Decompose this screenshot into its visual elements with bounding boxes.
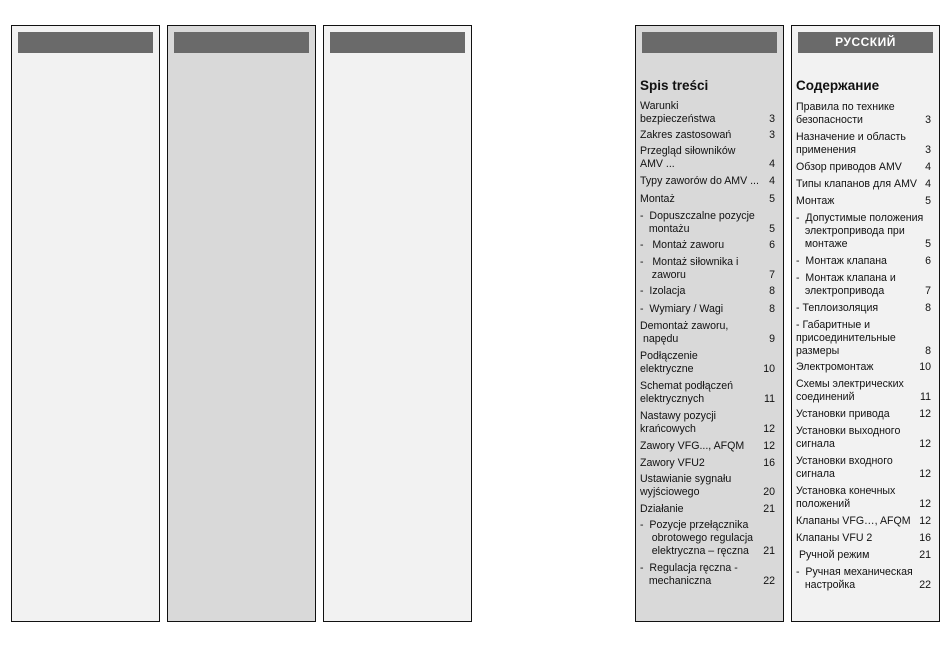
toc-entry-text: Клапаны VFU 2 [796, 532, 873, 544]
toc-entry [640, 457, 775, 470]
toc-page-number: 21 [763, 545, 775, 557]
toc-page-number: 7 [925, 285, 931, 297]
toc-entry-text: Demontaż zaworu, [640, 320, 729, 332]
toc-page-number: 11 [920, 391, 931, 403]
toc-entry [640, 100, 775, 126]
toc-entry-text: - Габаритные и [796, 319, 871, 331]
toc-page-number: 12 [763, 440, 775, 452]
toc-page-number: 12 [919, 438, 931, 450]
toc-entry-text: сигнала [796, 438, 835, 450]
toc-entry-text: Warunki [640, 100, 679, 112]
toc-entry-text: - Допустимые положения [796, 212, 924, 224]
toc-entry-text: bezpieczeństwa [640, 113, 716, 125]
toc-entry-text: применения [796, 144, 856, 156]
toc-entry [640, 410, 775, 436]
toc-page-number: 8 [769, 303, 775, 315]
toc-entry [640, 380, 775, 406]
toc-entry-text: Montaż [640, 193, 675, 205]
toc-entry [796, 302, 931, 315]
toc-entry-text: wyjściowego [640, 486, 700, 498]
toc-title: Spis treści [640, 78, 709, 93]
toc-entry [640, 562, 775, 588]
toc-entry-text: Zakres zastosowań [640, 129, 732, 141]
toc-entry [640, 473, 775, 499]
toc-page-number: 4 [925, 178, 931, 190]
toc-entry [640, 193, 775, 206]
toc-entry [796, 161, 931, 174]
toc-entry [796, 178, 931, 191]
toc-entry-text: положений [796, 498, 851, 510]
toc-entry-text: - Ручная механическая [796, 566, 913, 578]
toc-entry-text: настройка [796, 579, 856, 591]
toc-entry-text: - Теплоизоляция [796, 302, 879, 314]
toc-page-number: 21 [919, 549, 931, 561]
toc-entry-text: Установки привода [796, 408, 890, 420]
toc-title: Содержание [796, 78, 880, 93]
toc-entry [640, 256, 775, 282]
toc-entry [796, 361, 931, 374]
toc-entry-text: - Regulacja ręczna - [640, 562, 738, 574]
toc-page-number: 21 [763, 503, 775, 515]
toc-entry-text: сигнала [796, 468, 835, 480]
toc-entry [796, 485, 931, 511]
toc-entry [640, 503, 775, 516]
toc-page-number: 8 [925, 345, 931, 357]
toc-entry [796, 195, 931, 208]
toc-entry [796, 425, 931, 451]
toc-entry [796, 549, 931, 562]
panel-header-bar [18, 32, 153, 53]
toc-page-number: 12 [919, 498, 931, 510]
toc-entry [796, 131, 931, 157]
toc-entry [796, 255, 931, 268]
toc-entry-text: Zawory VFG..., AFQM [640, 440, 745, 452]
toc-entry-text: napędu [640, 333, 679, 345]
toc-entry-text: Типы клапанов для AMV [796, 178, 917, 190]
toc-entry-text: Назначение и область [796, 131, 906, 143]
toc-entry-text: mechaniczna [640, 575, 712, 587]
toc-entry-text: - Монтаж клапана [796, 255, 887, 267]
toc-entry-text: zaworu [640, 269, 686, 281]
toc-entry-text: соединений [796, 391, 855, 403]
toc-entry [796, 532, 931, 545]
toc-page-number: 8 [769, 285, 775, 297]
toc-entry [796, 212, 931, 251]
toc-entry [640, 175, 775, 188]
toc-entry-text: электропривода при [796, 225, 905, 237]
toc-page-number: 22 [763, 575, 775, 587]
toc-page-number: 4 [769, 175, 775, 187]
toc-entry-text: - Montaż siłownika i [640, 256, 739, 268]
toc-entry-text: krańcowych [640, 423, 696, 435]
toc-entry [640, 285, 775, 298]
panel-header-bar [642, 32, 777, 53]
toc-entry-text: безопасности [796, 114, 863, 126]
toc-page-number: 5 [925, 195, 931, 207]
toc-entry-text: Zawory VFU2 [640, 457, 705, 469]
toc-page-number: 20 [763, 486, 775, 498]
toc-entry-text: монтаже [796, 238, 848, 250]
toc-page-number: 9 [769, 333, 775, 345]
toc-entry-text: Электромонтаж [796, 361, 874, 373]
toc-entry [796, 455, 931, 481]
toc-entry-text: - Montaż zaworu [640, 239, 725, 251]
toc-entry [640, 239, 775, 252]
toc-page-number: 3 [925, 114, 931, 126]
toc-page-number: 11 [764, 393, 775, 405]
toc-page-number: 5 [769, 223, 775, 235]
toc-entry-text: obrotowego regulacja [640, 532, 754, 544]
toc-entry-text: AMV ... [640, 158, 675, 170]
toc-entry-text: Обзор приводов AMV [796, 161, 902, 173]
toc-entry-text: Nastawy pozycji [640, 410, 716, 422]
toc-page-number: 12 [919, 515, 931, 527]
toc-entry-text: - Монтаж клапана и [796, 272, 896, 284]
toc-entry [796, 272, 931, 298]
toc-entry-text: Установки входного [796, 455, 893, 467]
toc-entry [640, 145, 775, 171]
toc-page-number: 6 [769, 239, 775, 251]
toc-page-number: 6 [925, 255, 931, 267]
toc-entry [640, 519, 775, 558]
toc-page-number: 12 [919, 468, 931, 480]
toc-entry-text: elektrycznych [640, 393, 705, 405]
blank-panel-2 [167, 25, 316, 622]
polish-toc-panel [635, 25, 784, 622]
toc-page-number: 12 [763, 423, 775, 435]
toc-entry-text: Podłączenie [640, 350, 698, 362]
toc-entry-text: Клапаны VFG…, AFQM [796, 515, 911, 527]
toc-entry [640, 303, 775, 316]
toc-page-number: 3 [769, 129, 775, 141]
toc-entry [796, 566, 931, 592]
toc-entry-text: присоединительные [796, 332, 896, 344]
toc-entry-text: - Wymiary / Wagi [640, 303, 724, 315]
toc-entry [640, 210, 775, 236]
toc-entry [640, 440, 775, 453]
toc-entry [796, 515, 931, 528]
toc-page-number: 8 [925, 302, 931, 314]
language-header: РУССКИЙ [798, 32, 933, 53]
toc-entry-text: Установки выходного [796, 425, 901, 437]
toc-page-number: 16 [919, 532, 931, 544]
toc-entry [796, 319, 931, 358]
toc-entry-text: размеры [796, 345, 840, 357]
toc-entry-text: Схемы электрических [796, 378, 904, 390]
toc-entry-text: - Pozycje przełącznika [640, 519, 749, 531]
toc-entry-text: Ручной режим [796, 549, 870, 561]
toc-page-number: 7 [769, 269, 775, 281]
toc-entry-text: электропривода [796, 285, 885, 297]
toc-entry [640, 350, 775, 376]
toc-entry-text: montażu [640, 223, 690, 235]
toc-entry-text: Установка конечных [796, 485, 896, 497]
toc-page-number: 12 [919, 408, 931, 420]
panel-header-bar [330, 32, 465, 53]
toc-entry-text: Typy zaworów do AMV ... [640, 175, 759, 187]
toc-entry [640, 320, 775, 346]
toc-page-number: 4 [925, 161, 931, 173]
blank-panel-3 [323, 25, 472, 622]
toc-entry [796, 408, 931, 421]
toc-entry-text: - Dopuszczalne pozycje [640, 210, 755, 222]
toc-page-number: 4 [769, 158, 775, 170]
toc-page-number: 3 [925, 144, 931, 156]
toc-entry-text: elektryczne [640, 363, 694, 375]
toc-entry [796, 378, 931, 404]
toc-entry [640, 129, 775, 142]
toc-page-number: 5 [769, 193, 775, 205]
toc-page-number: 10 [919, 361, 931, 373]
blank-panel-1 [11, 25, 160, 622]
toc-page-number: 5 [925, 238, 931, 250]
panel-header-bar [174, 32, 309, 53]
toc-entry-text: Schemat podłączeń [640, 380, 734, 392]
toc-entry [796, 101, 931, 127]
toc-page-number: 10 [763, 363, 775, 375]
toc-entry-text: elektryczna – ręczna [640, 545, 749, 557]
toc-page-number: 22 [919, 579, 931, 591]
toc-entry-text: Правила по технике [796, 101, 895, 113]
russian-toc-panel [791, 25, 940, 622]
toc-page-number: 3 [769, 113, 775, 125]
toc-entry-text: - Izolacja [640, 285, 686, 297]
toc-entry-text: Przegląd siłowników [640, 145, 736, 157]
toc-page-number: 16 [763, 457, 775, 469]
toc-entry-text: Монтаж [796, 195, 835, 207]
toc-entry-text: Działanie [640, 503, 684, 515]
toc-entry-text: Ustawianie sygnału [640, 473, 732, 485]
